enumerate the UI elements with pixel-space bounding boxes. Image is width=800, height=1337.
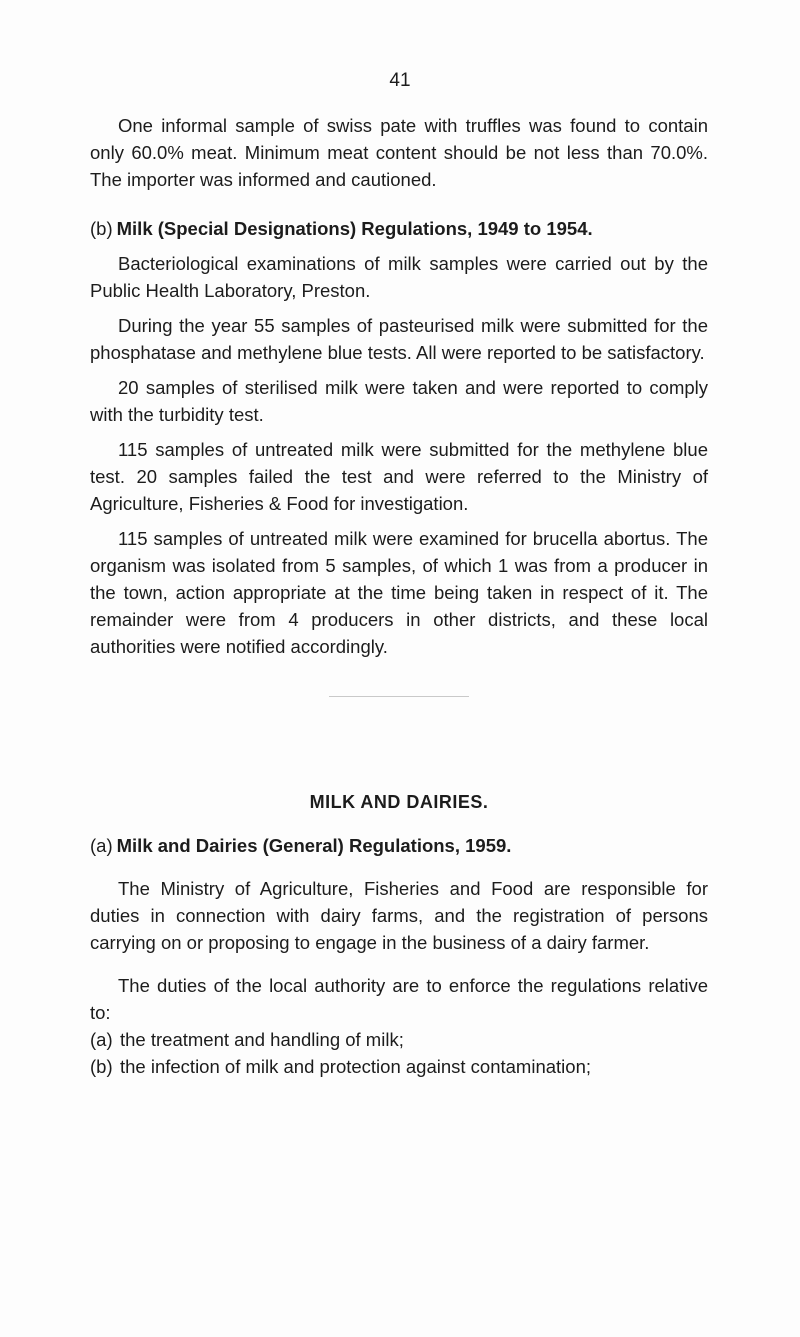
list-text: the treatment and handling of milk; [120, 1029, 404, 1050]
paragraph-sterilised: 20 samples of sterilised milk were taken and were reported to comply with the turbidity test. [90, 377, 708, 425]
section-b-title: Milk (Special Designations) Regulations, 1949 to 1954. [116, 218, 593, 239]
paragraph-brucella: 115 samples of untreated milk were examined for brucella abortus. The organism was isolated from 5 samples, of which 1 was from a producer in the town, action appropriate at the time being taken in respect of it. The remainder were from 4 producers in other districts, and these local authorities were notified accordingly. [90, 528, 708, 657]
list-marker: (a) [90, 1029, 113, 1050]
paragraph-untreated-methylene: 115 samples of untreated milk were submitted for the methylene blue test. 20 samples failed the test and were referred to the Ministry of Agriculture, Fisheries & Food for investigation. [90, 439, 708, 514]
list-marker: (b) [90, 1056, 113, 1077]
section-a-title: Milk and Dairies (General) Regulations, 1959. [116, 835, 512, 856]
intro-paragraph: One informal sample of swiss pate with truffles was found to contain only 60.0% meat. Minimum meat content should be not less than 70.0%. The importer was informed and cautioned. [90, 115, 708, 190]
list-item [90, 1026, 708, 1053]
paragraph-bacteriological: Bacteriological examinations of milk samples were carried out by the Public Health Laboratory, Preston. [90, 253, 708, 301]
paragraph-pasteurised: During the year 55 samples of pasteurised milk were submitted for the phosphatase and methylene blue tests. All were reported to be satisfactory. [90, 315, 708, 363]
section-b-label: (b) [90, 218, 113, 239]
section-a-label: (a) [90, 835, 113, 856]
list-item [90, 1053, 708, 1080]
paragraph-ministry-duties: The Ministry of Agriculture, Fisheries and Food are responsible for duties in connection with dairy farms, and the registration of persons carrying on or proposing to engage in the business of a dairy farmer. [90, 878, 708, 953]
paragraph-local-authority: The duties of the local authority are to enforce the regulations relative to: [90, 975, 708, 1023]
document-body [90, 112, 708, 1080]
section-divider [329, 696, 469, 697]
section-b-heading [90, 215, 708, 242]
list-text: the infection of milk and protection against contamination; [120, 1056, 592, 1077]
section-a-heading [90, 832, 708, 859]
page-number: 41 [389, 70, 411, 91]
milk-and-dairies-title: MILK AND DAIRIES. [309, 792, 489, 812]
